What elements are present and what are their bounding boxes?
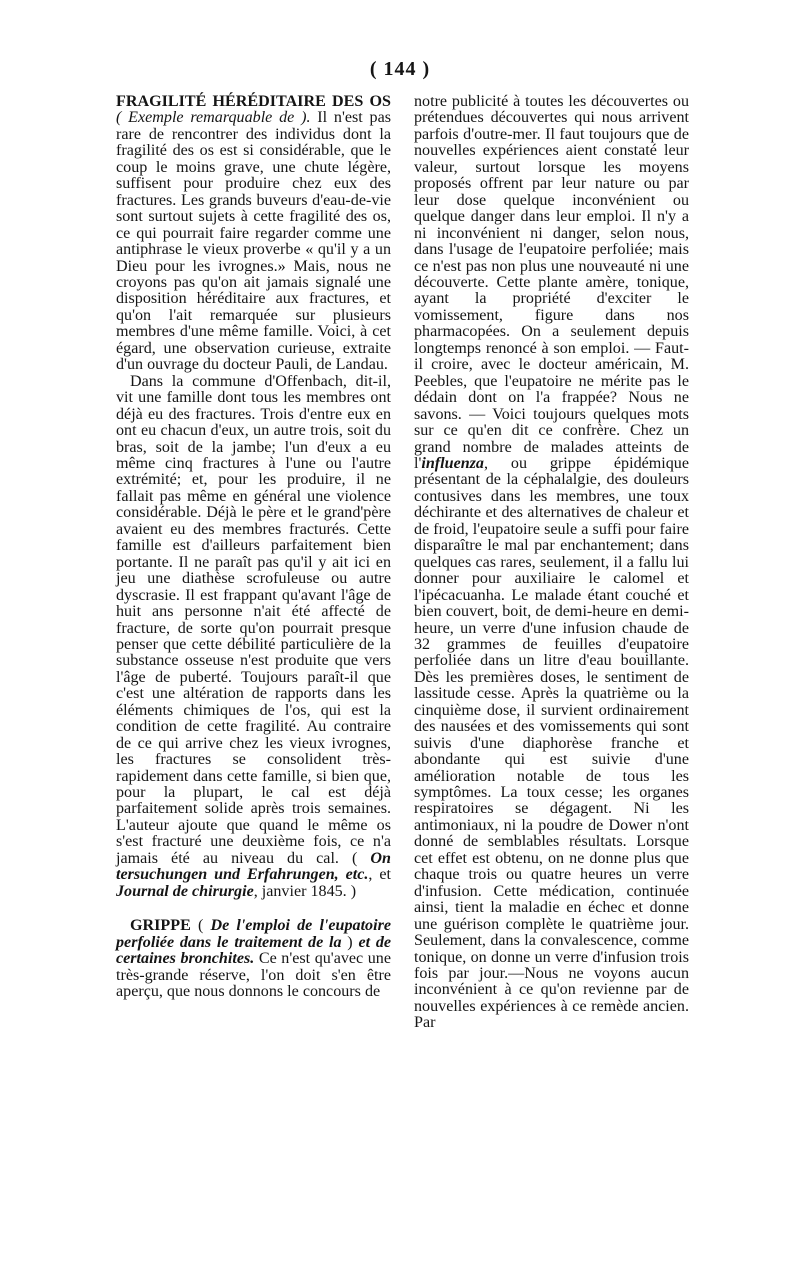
article-subheading: De l'emploi de l'eupatoire perfoliée dans le traitement de la <box>116 917 391 951</box>
article-heading: FRAGILITÉ HÉRÉDITAIRE DES OS <box>116 93 391 110</box>
right-column <box>414 94 689 1032</box>
source-title: On tersuchungen und Erfahrungen, etc. <box>116 849 391 884</box>
article-paragraph-cont: , ou grippe épidémique présentant de la céphalalgie, des douleurs contusives dans les membres, une toux déchirante et des alternatives de chaleur et de froid, l'eupatoire seule a suffi pour faire disparaître le mal par enchantement; dans quelques cas rares, seulement, il a fallu lui donner pour auxiliaire le calomel et l'ipécacuanha. Le malade étant couché et bien couvert, boit, de demi-heure en demi-heure, un verre d'une infusion chaude de 32 grammes de feuilles d'eupatoire perfoliée dans un litre d'eau bouillante. Dès les premières doses, le sentiment de lassitude cesse. Après la quatrième ou la cinquième dose, il survient ordinairement des nausées et des vomissements qui sont suivis d'une diaphorèse franche et abondante qui est suivie d'une amélioration notable de tous les symptômes. La toux cesse; les organes respiratoires se dégagent. Ni les antimoniaux, ni la poudre de Dower n'ont donné de semblables résultats. Lorsque cet effet est obtenu, on ne donne plus que chaque trois ou quatre heures un verre d'infusion. Cette médication, continuée ainsi, tient la maladie en échec et donne une guérison complète le quatrième jour. Seulement, dans la convalescence, comme tonique, on donne un verre d'infusion trois fois par jour.—Nous ne voyons aucun inconvénient à ce qu'on revienne par de nouvelles expériences à ce remède ancien. Par <box>414 454 689 1032</box>
influenza-term: influenza <box>421 454 484 472</box>
paren-open: ( <box>197 917 204 935</box>
journal-title: Journal de chirurgie <box>116 882 254 900</box>
article-separator <box>116 900 391 918</box>
article-paragraph: Dans la commune d'Offenbach, dit-il, vit une famille dont tous les membres ont déjà eu des fractures. Trois d'entre eux en ont eu chacun d'eux, un autre trois, soit du bras, soit de la jambe; l'un d'eux a eu même cinq fractures à l'une ou l'autre extrémité; et, pour les produire, il ne fallait pas même en général une violence considérable. Déjà le père et le grand'père avaient eu des membres fracturés. Cette famille est d'ailleurs parfaitement bien portante. Il ne paraît pas qu'il y ait ici en jeu une diathèse scrofuleuse ou autre dyscrasie. Il est frappant qu'avant l'âge de huit ans personne n'ait été affecté de fracture, de sorte qu'on pourrait presque penser que cette débilité particulière de la substance osseuse n'est produite que vers l'âge de puberté. Toujours paraît-il que c'est une altération de rapports dans les éléments chimiques de l'os, qui est la condition de cette fragilité. Au contraire de ce qui arrive chez les vieux ivrognes, les fractures se consolident très-rapidement dans cette famille, si bien que, pour la plupart, le cal est déjà parfaitement solide après trois semaines. L'auteur ajoute que quand le même os s'est fracturé une deuxième fois, ce n'a jamais été au niveau du cal. <box>116 372 391 867</box>
article-paragraph: Il n'est pas rare de rencontrer des individus dont la fragilité des os est si considérable, que le coup le moins grave, une chute légère, suffisent pour produire chez eux des fractures. Les grands buveurs d'eau-de-vie sont surtout sujets à cette fragilité des os, ce qui pourrait faire regarder comme une antiphrase le vieux proverbe « qu'il y a un Dieu pour les ivrognes.» Mais, nous ne croyons pas qu'on ait jamais signalé une disposition héréditaire aux fractures, et qu'on l'ait remarquée sur plusieurs membres d'une même famille. Voici, à cet égard, une observation curieuse, extraite d'un ouvrage du docteur Pauli, de Landau. <box>116 109 392 374</box>
article-paragraph-block <box>116 374 391 901</box>
page-number: ( 144 ) <box>369 58 431 80</box>
left-column <box>116 94 391 1000</box>
article-paragraph: Ce n'est qu'avec une très-grande réserve, l'on doit s'en être aperçu, que nous donnons le concours de <box>116 950 391 1001</box>
article-paragraph: notre publicité à toutes les découvertes ou prétendues découvertes qui nous arrivent parfois d'outre-mer. Il faut toujours que de nouvelles expériences aient constaté leur valeur, surtout lorsque les moyens proposés offrent par leur nature ou par leur dose quelque inconvénient ou quelque danger dans leur emploi. Il n'y a ni inconvénient ni danger, selon nous, dans l'usage de l'eupatoire perfoliée; mais ce n'est pas non plus une nouveauté ni une découverte. Cette plante amère, tonique, ayant la propriété d'exciter le vomissement, figure dans nos pharmacopées. On a seulement depuis longtemps renoncé à son emploi. — Faut-il croire, avec le docteur américain, M. Peebles, que l'eupatoire ne mérite pas le dédain dont on l'a frappée? Nous ne savons. — Voici toujours quelques mots sur ce qu'en dit ce confrère. Chez un grand nombre de malades atteints de l' <box>414 93 689 472</box>
article-subheading-cont: et de certaines bronchites. <box>116 933 392 968</box>
source-date: , janvier 1845. ) <box>253 882 357 900</box>
source-open: ( <box>352 849 358 867</box>
article-fragilite <box>116 94 391 374</box>
article-continuation <box>414 94 689 1032</box>
article-heading: GRIPPE <box>130 917 191 935</box>
article-subheading: ( Exemple remarquable de ). <box>116 109 311 127</box>
paren-close: ) <box>347 933 353 951</box>
article-grippe <box>116 918 391 1000</box>
source-connector: , et <box>368 866 391 884</box>
